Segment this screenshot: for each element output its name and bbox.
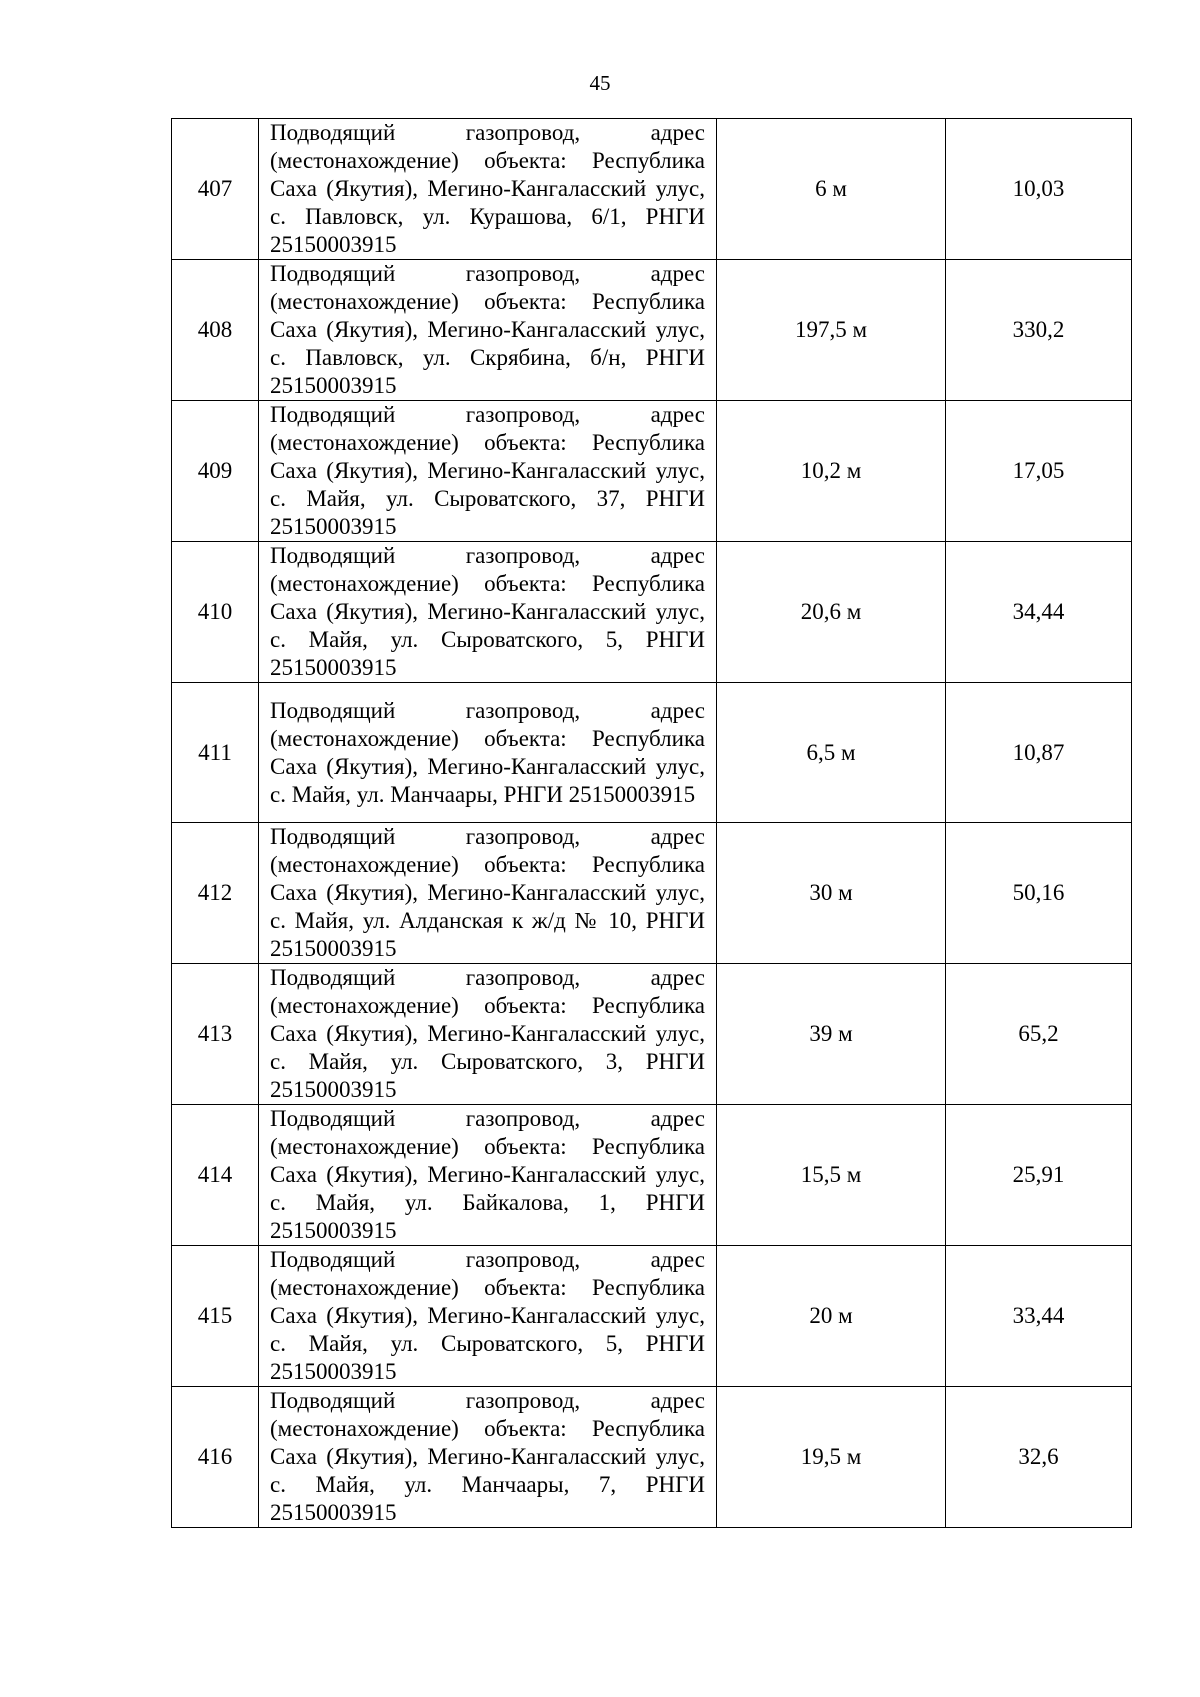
object-description: Подводящий газопровод, адрес (местонахождение) объекта: Республика Саха (Якутия), Мегино-Кангаласский улус, с. Майя, ул. Алданская к ж/д № 10, РНГИ 25150003915	[259, 823, 717, 964]
row-number: 413	[172, 964, 259, 1105]
object-description: Подводящий газопровод, адрес (местонахождение) объекта: Республика Саха (Якутия), Мегино-Кангаласский улус, с. Майя, ул. Манчаары, РНГИ 25150003915	[259, 683, 717, 823]
table-row	[172, 542, 1132, 683]
object-length: 30 м	[717, 823, 946, 964]
row-number: 408	[172, 260, 259, 401]
object-length: 6,5 м	[717, 683, 946, 823]
table-row	[172, 964, 1132, 1105]
object-value: 25,91	[946, 1105, 1132, 1246]
object-description: Подводящий газопровод, адрес (местонахождение) объекта: Республика Саха (Якутия), Мегино-Кангаласский улус, с. Майя, ул. Сыроватского, 3, РНГИ 25150003915	[259, 964, 717, 1105]
object-value: 32,6	[946, 1387, 1132, 1528]
object-description: Подводящий газопровод, адрес (местонахождение) объекта: Республика Саха (Якутия), Мегино-Кангаласский улус, с. Павловск, ул. Скрябина, б/н, РНГИ 25150003915	[259, 260, 717, 401]
row-number: 411	[172, 683, 259, 823]
object-value: 17,05	[946, 401, 1132, 542]
row-number: 416	[172, 1387, 259, 1528]
row-number: 415	[172, 1246, 259, 1387]
row-number: 410	[172, 542, 259, 683]
object-value: 10,03	[946, 119, 1132, 260]
table-row	[172, 683, 1132, 823]
row-number: 409	[172, 401, 259, 542]
object-length: 10,2 м	[717, 401, 946, 542]
object-value: 65,2	[946, 964, 1132, 1105]
object-description: Подводящий газопровод, адрес (местонахождение) объекта: Республика Саха (Якутия), Мегино-Кангаласский улус, с. Майя, ул. Сыроватского, 5, РНГИ 25150003915	[259, 1246, 717, 1387]
object-length: 20,6 м	[717, 542, 946, 683]
table-row	[172, 1105, 1132, 1246]
object-value: 330,2	[946, 260, 1132, 401]
object-description: Подводящий газопровод, адрес (местонахождение) объекта: Республика Саха (Якутия), Мегино-Кангаласский улус, с. Майя, ул. Байкалова, 1, РНГИ 25150003915	[259, 1105, 717, 1246]
object-length: 39 м	[717, 964, 946, 1105]
object-length: 197,5 м	[717, 260, 946, 401]
object-length: 15,5 м	[717, 1105, 946, 1246]
object-length: 20 м	[717, 1246, 946, 1387]
object-description: Подводящий газопровод, адрес (местонахождение) объекта: Республика Саха (Якутия), Мегино-Кангаласский улус, с. Павловск, ул. Курашова, 6/1, РНГИ 25150003915	[259, 119, 717, 260]
object-value: 50,16	[946, 823, 1132, 964]
object-description: Подводящий газопровод, адрес (местонахождение) объекта: Республика Саха (Якутия), Мегино-Кангаласский улус, с. Майя, ул. Манчаары, 7, РНГИ 25150003915	[259, 1387, 717, 1528]
object-length: 6 м	[717, 119, 946, 260]
row-number: 412	[172, 823, 259, 964]
object-value: 33,44	[946, 1246, 1132, 1387]
table-row	[172, 401, 1132, 542]
object-length: 19,5 м	[717, 1387, 946, 1528]
object-value: 34,44	[946, 542, 1132, 683]
property-table	[171, 118, 1132, 1528]
object-description: Подводящий газопровод, адрес (местонахождение) объекта: Республика Саха (Якутия), Мегино-Кангаласский улус, с. Майя, ул. Сыроватского, 5, РНГИ 25150003915	[259, 542, 717, 683]
row-number: 414	[172, 1105, 259, 1246]
table-row	[172, 823, 1132, 964]
object-value: 10,87	[946, 683, 1132, 823]
object-description: Подводящий газопровод, адрес (местонахождение) объекта: Республика Саха (Якутия), Мегино-Кангаласский улус, с. Майя, ул. Сыроватского, 37, РНГИ 25150003915	[259, 401, 717, 542]
table-row	[172, 260, 1132, 401]
row-number: 407	[172, 119, 259, 260]
page-number: 45	[589, 71, 611, 95]
table-row	[172, 1246, 1132, 1387]
table-row	[172, 119, 1132, 260]
table-row	[172, 1387, 1132, 1528]
